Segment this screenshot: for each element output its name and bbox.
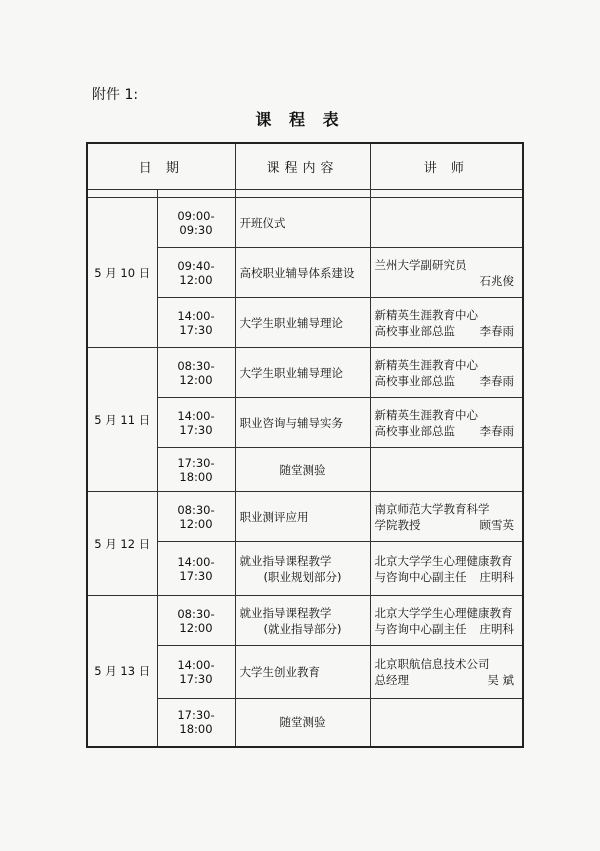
header-row <box>87 143 523 190</box>
time-cell: 08:30-12:00 <box>157 492 235 542</box>
schedule-table <box>86 142 524 748</box>
lecturer-affiliation: 新精英生涯教育中心 <box>374 357 479 372</box>
time-cell: 14:00-17:30 <box>157 542 235 596</box>
course-cell: 大学生创业教育 <box>235 646 370 699</box>
course-cell: 高校职业辅导体系建设 <box>235 248 370 298</box>
time-cell: 17:30-18:00 <box>157 699 235 747</box>
lecturer-affiliation: 兰州大学副研究员 <box>374 257 467 272</box>
header-date: 日 期 <box>87 143 235 190</box>
attachment-label: 附件 1: <box>92 87 139 103</box>
date-cell: 5 月 12 日 <box>87 492 157 596</box>
lecturer-name: 李春雨 <box>479 373 515 388</box>
course-cell: 大学生职业辅导理论 <box>235 298 370 348</box>
lecturer-cell <box>370 542 523 596</box>
time-cell: 08:30-12:00 <box>157 596 235 646</box>
time-cell: 14:00-17:30 <box>157 298 235 348</box>
page-title: 课 程 表 <box>255 110 345 129</box>
course-title: 就业指导课程教学 <box>239 553 332 568</box>
lecturer-position: 与咨询中心副主任 <box>374 569 467 584</box>
lecturer-name: 顾雪英 <box>479 517 515 532</box>
lecturer-cell <box>370 298 523 348</box>
date-cell: 5 月 13 日 <box>87 596 157 747</box>
course-subtitle: (职业规划部分) <box>263 569 342 584</box>
lecturer-cell <box>370 348 523 398</box>
lecturer-affiliation: 新精英生涯教育中心 <box>374 407 479 422</box>
lecturer-name: 吴 斌 <box>487 673 515 687</box>
lecturer-affiliation: 北京大学学生心理健康教育 <box>374 605 513 620</box>
lecturer-name: 庄明科 <box>479 569 515 584</box>
time-cell: 14:00-17:30 <box>157 646 235 699</box>
lecturer-affiliation: 南京师范大学教育科学 <box>374 501 490 516</box>
lecturer-name: 石兆俊 <box>479 273 515 288</box>
lecturer-cell <box>370 248 523 298</box>
lecturer-cell <box>370 448 523 492</box>
spacer-row <box>87 190 523 198</box>
lecturer-affiliation: 新精英生涯教育中心 <box>374 307 479 322</box>
lecturer-affiliation: 北京职航信息技术公司 <box>374 657 490 671</box>
time-cell: 09:40-12:00 <box>157 248 235 298</box>
header-course: 课程内容 <box>235 143 370 190</box>
lecturer-cell <box>370 596 523 646</box>
course-cell: 随堂测验 <box>235 699 370 747</box>
lecturer-position: 总经理 <box>374 673 410 687</box>
course-subtitle: (就业指导部分) <box>263 621 342 636</box>
course-cell: 大学生职业辅导理论 <box>235 348 370 398</box>
time-cell: 09:00-09:30 <box>157 198 235 248</box>
lecturer-name: 李春雨 <box>479 423 515 438</box>
time-cell: 17:30-18:00 <box>157 448 235 492</box>
lecturer-name: 庄明科 <box>479 621 515 636</box>
table-row <box>87 348 523 398</box>
course-cell: 职业咨询与辅导实务 <box>235 398 370 448</box>
lecturer-cell <box>370 699 523 747</box>
lecturer-position: 高校事业部总监 <box>374 323 456 338</box>
date-cell: 5 月 10 日 <box>87 198 157 348</box>
lecturer-affiliation: 北京大学学生心理健康教育 <box>374 553 513 568</box>
lecturer-cell <box>370 646 523 699</box>
time-cell: 14:00-17:30 <box>157 398 235 448</box>
lecturer-name: 李春雨 <box>479 323 515 338</box>
lecturer-cell <box>370 198 523 248</box>
table-row <box>87 198 523 248</box>
course-title: 就业指导课程教学 <box>239 605 332 620</box>
table-row <box>87 596 523 646</box>
course-cell <box>235 542 370 596</box>
course-cell <box>235 596 370 646</box>
lecturer-position: 学院教授 <box>374 517 421 532</box>
date-cell: 5 月 11 日 <box>87 348 157 492</box>
time-cell: 08:30-12:00 <box>157 348 235 398</box>
table-row <box>87 492 523 542</box>
lecturer-position: 高校事业部总监 <box>374 423 456 438</box>
header-lecturer: 讲 师 <box>370 143 523 190</box>
lecturer-position: 高校事业部总监 <box>374 373 456 388</box>
course-cell: 开班仪式 <box>235 198 370 248</box>
course-cell: 职业测评应用 <box>235 492 370 542</box>
lecturer-cell <box>370 492 523 542</box>
lecturer-position: 与咨询中心副主任 <box>374 621 467 636</box>
lecturer-cell <box>370 398 523 448</box>
course-cell: 随堂测验 <box>235 448 370 492</box>
